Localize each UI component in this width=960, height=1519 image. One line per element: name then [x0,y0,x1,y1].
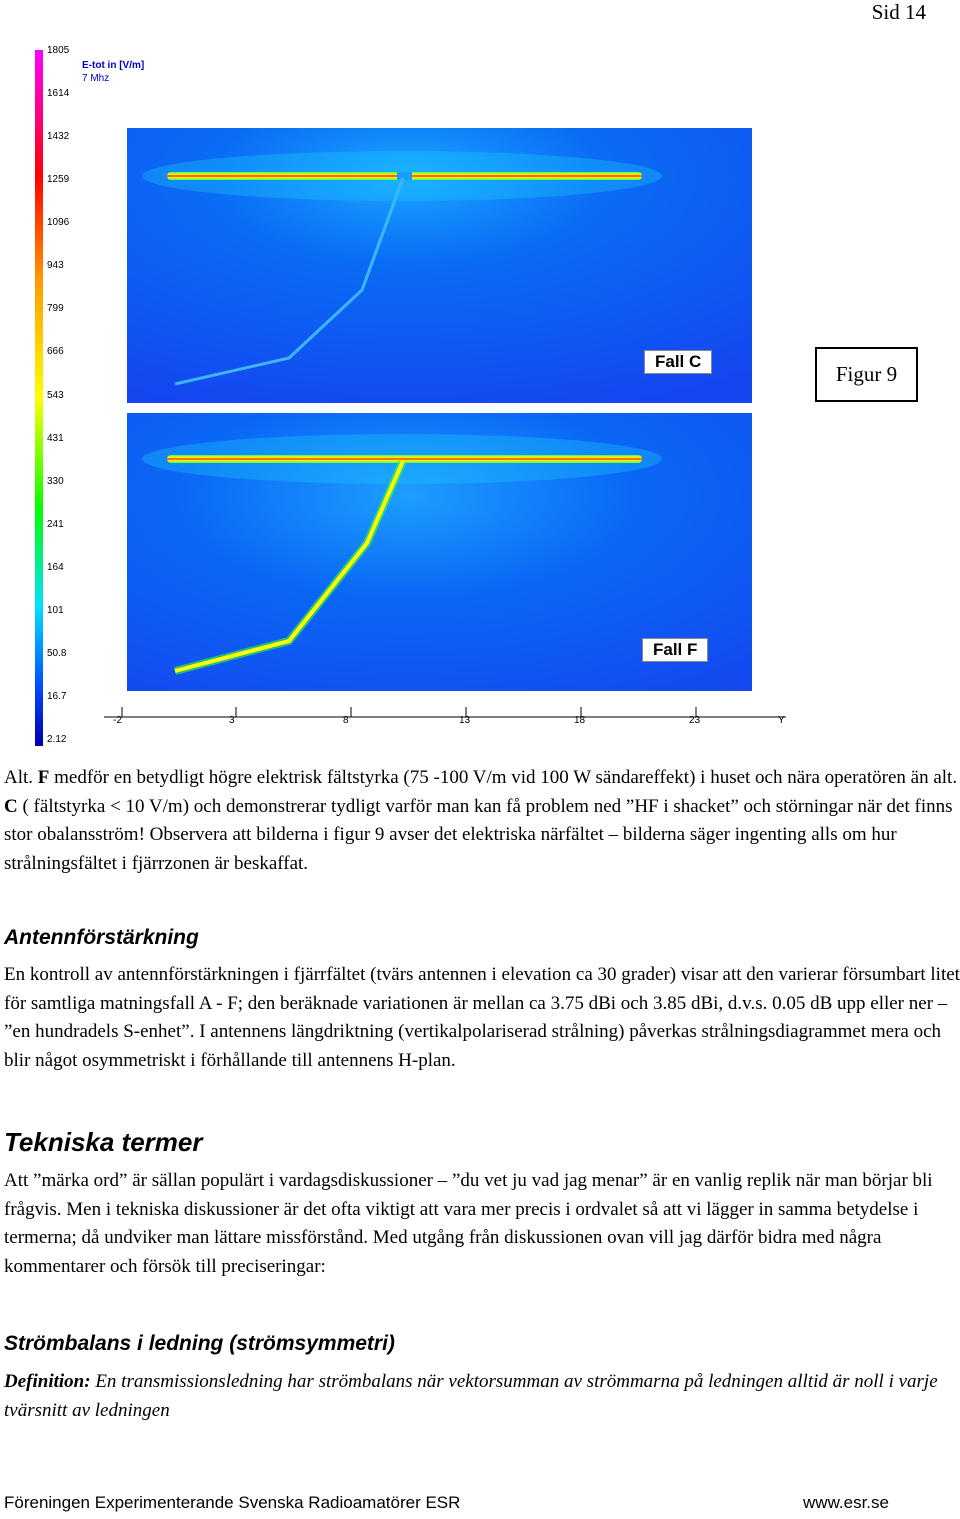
legend-title: E-tot in [V/m] [82,60,145,71]
definition-paragraph [4,1368,960,1425]
colorbar-tick-label: 2.12 [47,734,67,745]
legend-subtitle: 7 Mhz [82,73,110,84]
heading-technical-terms: Tekniska termer [4,1127,203,1157]
footer-left: Föreningen Experimenterande Svenska Radioamatörer ESR [4,1493,461,1512]
paragraph-antenna-gain: En kontroll av antennförstärkningen i fjärrfältet (tvärs antennen i elevation ca 30 grader) visar att den varierar försumbart litet för samtliga matningsfall A - F; den beräknade variationen är mellan ca 3.75 dBi och 3.85 dBi, d.v.s. 0.05 dB upp eller ner – ”en hundradels S-enhet”. I antennens längdriktning (vertikalpolariserad strålning) påverkas strålningsdiagrammet mera och blir något osymmetriskt i förhållande till antennens H-plan. [4,964,960,1071]
para-text: ( fältstyrka < 10 V/m) och demonstrerar tydligt varför man kan få problem ned ”HF i shacket” och störningar när det finns stor obalansström! Observera att bilderna i figur 9 avser det elektriska närfältet – bilderna säger ingenting alls om hur strålningsfältet i fjärrzonen är beskaffat. [4,795,953,874]
colorbar-tick-label: 431 [47,432,64,444]
x-tick-label: 23 [689,715,701,726]
case-label-c: Fall C [644,350,712,374]
x-axis [100,705,790,735]
page-number: Sid 14 [871,0,926,24]
colorbar-tick-label: 241 [47,518,64,530]
field-plot-fall-c [127,128,752,403]
colorbar-tick-label: 1805 [47,45,70,56]
x-tick-label: 3 [229,715,235,726]
heading-current-balance: Strömbalans i ledning (strömsymmetri) [4,1332,395,1355]
colorbar-tick-label: 164 [47,561,64,573]
colorbar-tick-label: 1432 [47,131,70,143]
definition-text: En transmissionsledning har strömbalans när vektorsumman av strömmarna på ledningen alltid är noll i varje tvärsnitt av ledningen [4,1371,938,1421]
figure-caption: Figur 9 [815,347,918,402]
colorbar-tick-label: 666 [47,346,64,358]
x-tick-label: 18 [574,715,586,726]
colorbar-tick-label: 1614 [47,88,70,100]
definition-label: Definition: [4,1371,91,1392]
heading-antenna-gain: Antennförstärkning [4,926,199,949]
colorbar-tick-label: 16.7 [47,690,67,702]
colorbar-tick-label: 543 [47,389,64,401]
paragraph-technical-terms: Att ”märka ord” är sällan populärt i vardagsdiskussioner – ”du vet ju vad jag menar” är en vanlig replik när man börjar bli frågvis. Men i tekniska diskussioner är det ofta viktigt att vara mer precis i ordvalet så att vi lägger in samma betydelse i termerna; då undviker man lättare missförstånd. Med utgång från diskussionen ovan vill jag därför bidra med några kommentarer och försök till preciseringar: [4,1170,933,1277]
para-bold-c: C [4,795,18,817]
colorbar-tick-label: 943 [47,260,64,272]
colorbar [35,50,43,746]
para-bold-f: F [37,767,50,788]
footer-right: www.esr.se [803,1493,889,1512]
colorbar-tick-label: 330 [47,475,64,487]
colorbar-tick-label: 1096 [47,217,70,229]
x-tick-label: -2 [113,715,122,726]
x-tick-label: 8 [343,715,349,726]
colorbar-tick-label: 799 [47,303,64,315]
para-text: Alt. [4,767,38,788]
colorbar-tick-label: 101 [47,604,64,616]
field-plot-fall-f [127,413,752,691]
x-axis-label: Y [778,715,785,726]
colorbar-tick-label: 50.8 [47,647,67,659]
paragraph-results [4,764,960,878]
para-text: medför en betydligt högre elektrisk fältstyrka (75 -100 V/m vid 100 W sändareffekt) i huset och nära operatören än alt. [49,767,958,788]
x-tick-label: 13 [459,715,471,726]
case-label-f: Fall F [642,638,708,662]
colorbar-tick-label: 1259 [47,174,70,186]
